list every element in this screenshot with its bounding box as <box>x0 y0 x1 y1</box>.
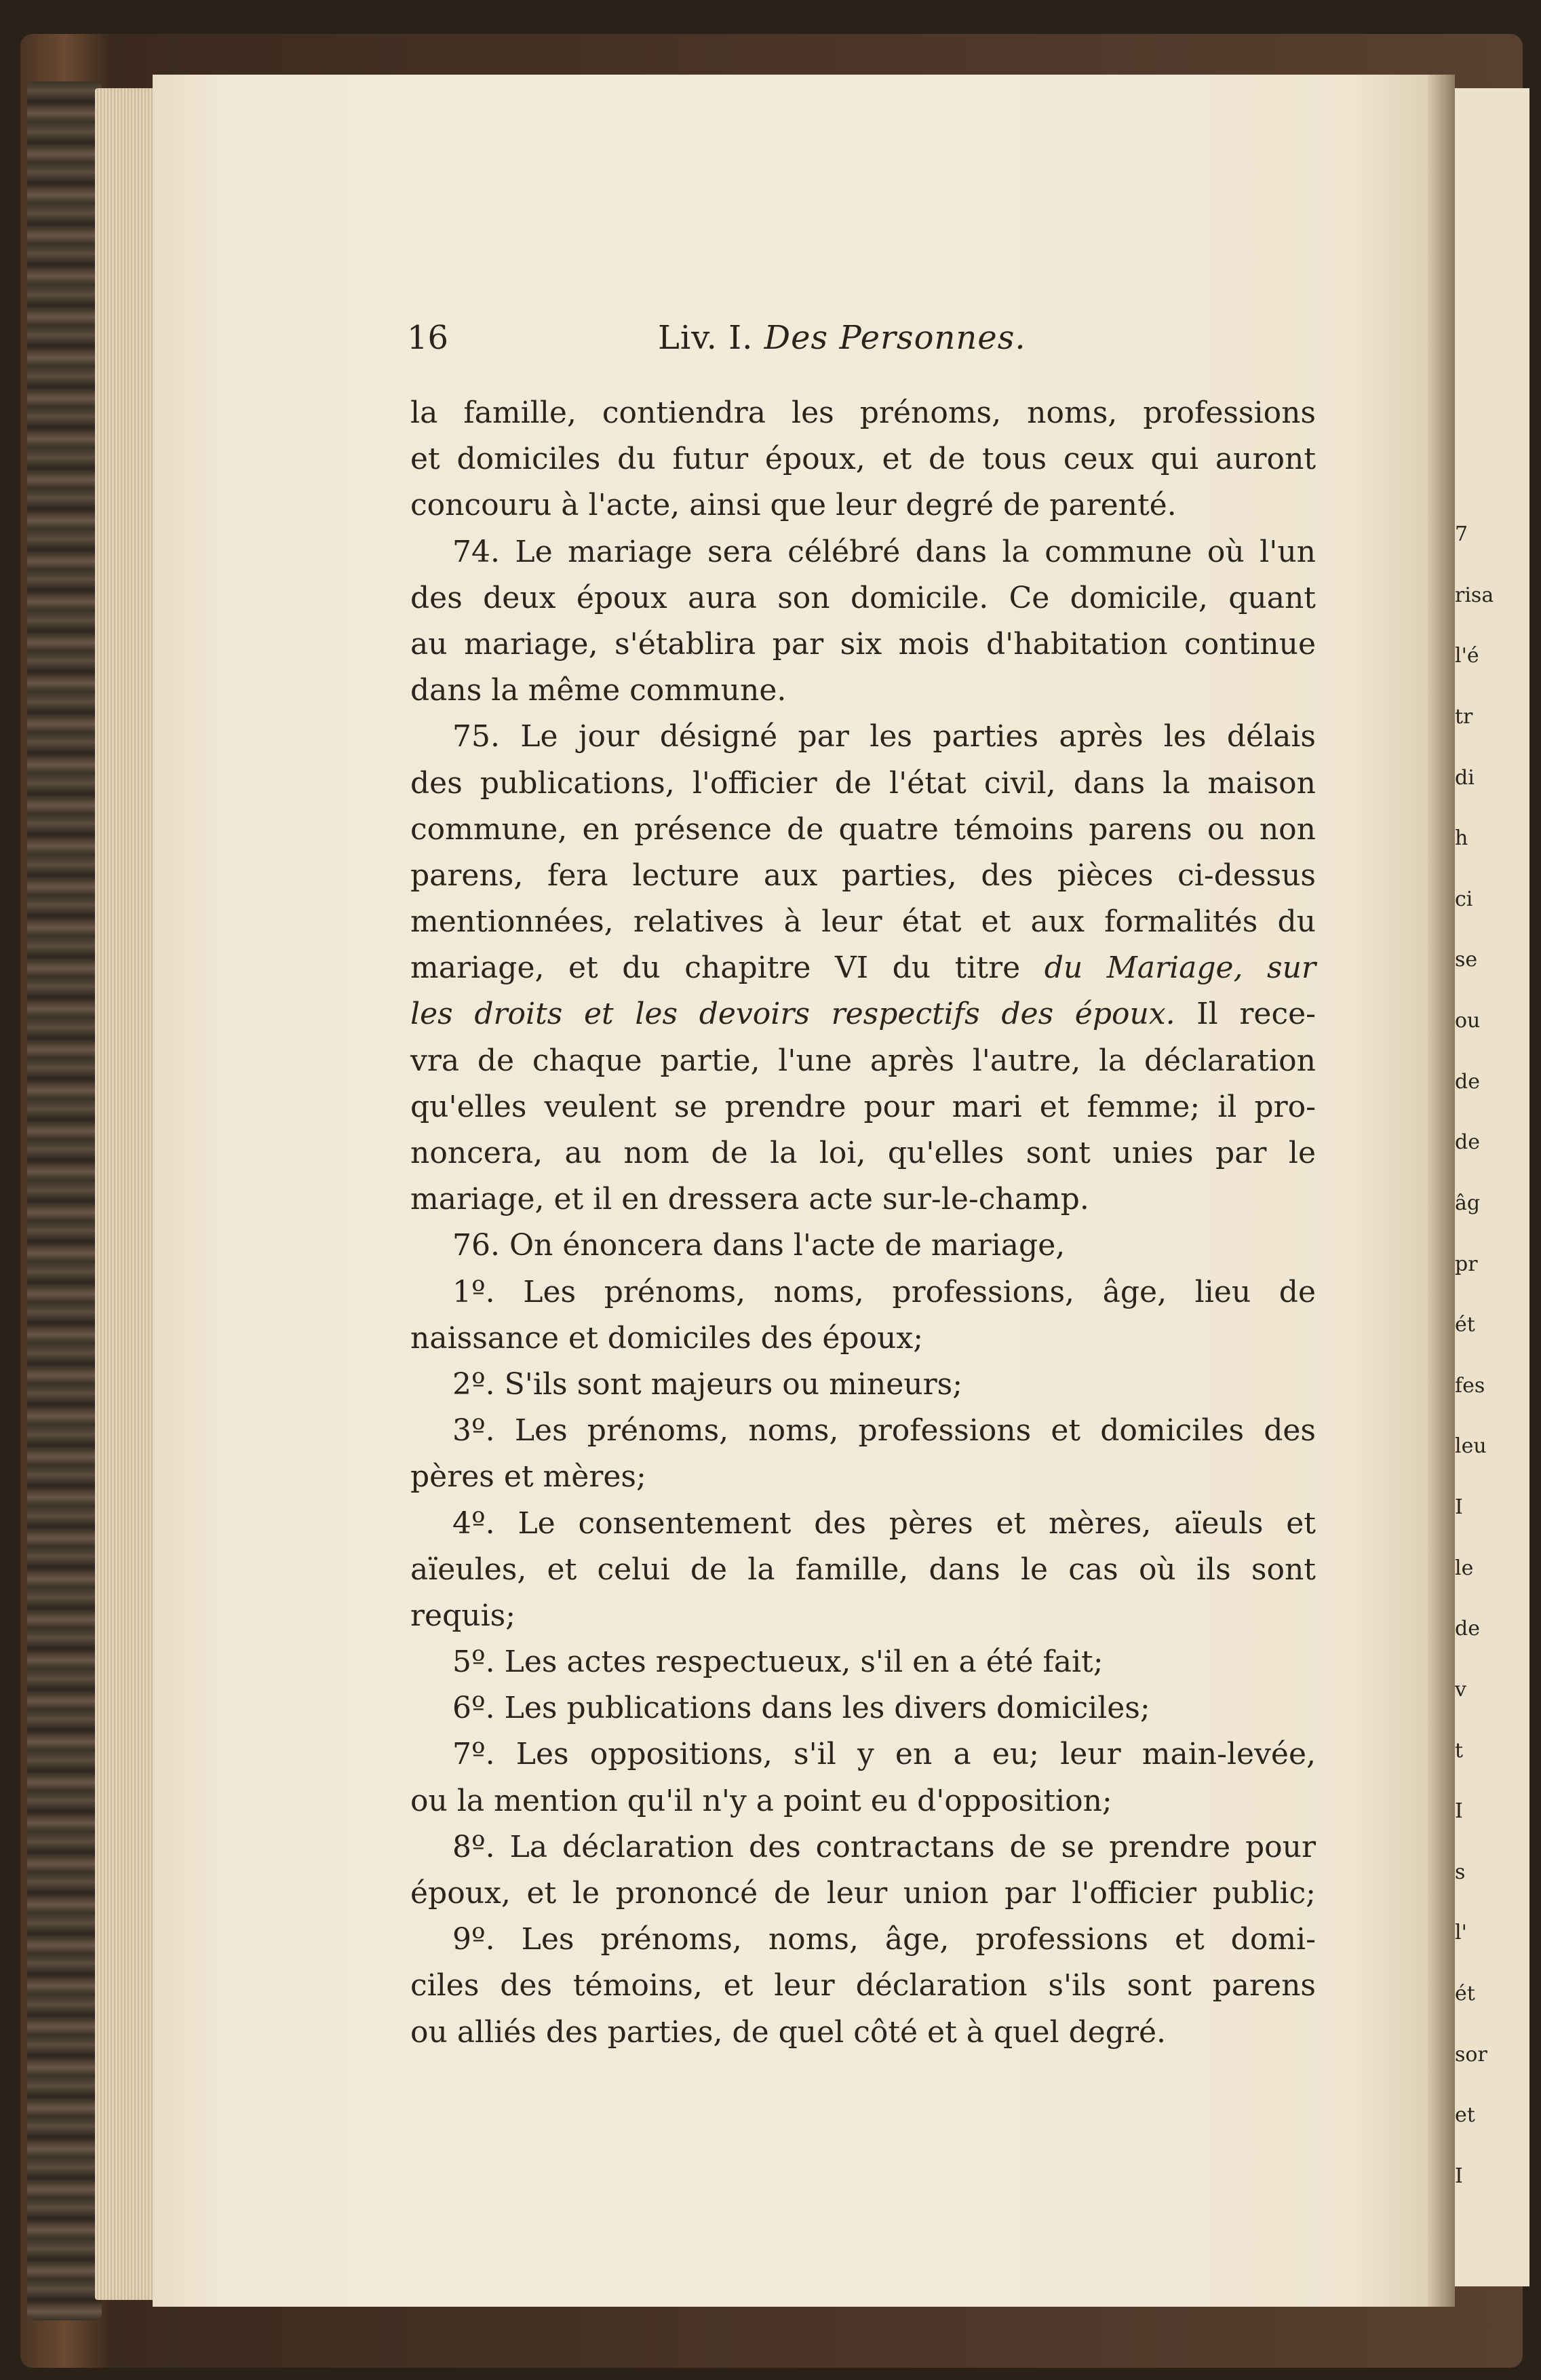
facing-page-fragment: ou <box>1455 1009 1481 1033</box>
text-segment: Il rece- <box>1175 997 1316 1032</box>
text-line: pères et mères; <box>410 1459 646 1495</box>
facing-page-fragment: I <box>1455 1495 1463 1520</box>
text-line: commune, en présence de quatre témoins parens ou non <box>410 811 1316 847</box>
text-line: et domiciles du futur époux, et de tous ceux qui auront <box>410 442 1316 477</box>
text-line <box>410 945 1316 991</box>
running-header <box>407 319 1343 373</box>
text-line: au mariage, s'établira par six mois d'habitation continue <box>410 626 1316 661</box>
facing-page-fragment: de <box>1455 1130 1480 1155</box>
text-line: qu'elles veulent se prendre pour mari et femme; il pro- <box>410 1089 1316 1124</box>
text-line: 3º. Les prénoms, noms, professions et domiciles des <box>452 1413 1316 1448</box>
text-line: dans la même commune. <box>410 673 787 708</box>
facing-page-fragment: s <box>1455 1860 1466 1884</box>
facing-page-fragment: leu <box>1455 1434 1487 1459</box>
facing-page-fragment: de <box>1455 1617 1480 1641</box>
page-gutter <box>1428 75 1455 2307</box>
facing-page-fragment: et <box>1455 2103 1475 2128</box>
text-line: aïeules, et celui de la famille, dans le cas où ils sont <box>410 1552 1316 1587</box>
facing-page-fragment: l'é <box>1455 644 1479 668</box>
text-line: parens, fera lecture aux parties, des pièces ci-dessus <box>410 858 1316 893</box>
text-line: 6º. Les publications dans les divers domiciles; <box>452 1691 1150 1726</box>
italic-segment: du Mariage, sur <box>1044 951 1316 986</box>
text-line: ou la mention qu'il n'y a point eu d'opposition; <box>410 1783 1112 1818</box>
facing-page-fragment: t <box>1455 1738 1464 1763</box>
text-line: 1º. Les prénoms, noms, professions, âge, lieu de <box>452 1274 1316 1309</box>
text-line: ou alliés des parties, de quel côté et à quel degré. <box>410 2014 1167 2050</box>
page-number: 16 <box>407 319 449 357</box>
text-line: 9º. Les prénoms, noms, âge, professions et domi- <box>452 1922 1316 1957</box>
text-segment: mariage, et du chapitre VI du titre <box>410 951 1045 986</box>
text-line: 74. Le mariage sera célébré dans la commune où l'un <box>452 534 1316 569</box>
book-number: Liv. I. <box>658 319 754 357</box>
header-title <box>658 319 1026 357</box>
body-text <box>410 390 1316 2056</box>
text-line: 2º. S'ils sont majeurs ou mineurs; <box>452 1366 963 1402</box>
facing-page-fragment: 7 <box>1455 522 1468 546</box>
text-line: des publications, l'officier de l'état civil, dans la maison <box>410 765 1316 801</box>
facing-page-edge <box>1455 88 1529 2286</box>
text-line: naissance et domiciles des époux; <box>410 1320 924 1356</box>
facing-page-fragment: ét <box>1455 1313 1475 1337</box>
facing-page-fragment: le <box>1455 1556 1474 1580</box>
text-line: requis; <box>410 1598 516 1633</box>
facing-page-fragment: se <box>1455 948 1478 972</box>
facing-page-fragment: de <box>1455 1069 1480 1094</box>
facing-page-fragment: risa <box>1455 583 1494 607</box>
text-line: 75. Le jour désigné par les parties après les délais <box>452 719 1316 754</box>
facing-page-fragment: l' <box>1455 1921 1467 1945</box>
text-line <box>410 991 1316 1037</box>
facing-page-fragment: ét <box>1455 1982 1475 2006</box>
page-edges <box>95 88 159 2300</box>
text-line: des deux époux aura son domicile. Ce domicile, quant <box>410 580 1316 615</box>
text-line: 76. On énoncera dans l'acte de mariage, <box>452 1228 1066 1263</box>
text-line: vra de chaque partie, l'une après l'autre, la déclaration <box>410 1043 1316 1078</box>
facing-page-fragment: sor <box>1455 2042 1487 2067</box>
facing-page-fragment: di <box>1455 765 1475 790</box>
facing-page-fragment: h <box>1455 826 1468 851</box>
text-line: 5º. Les actes respectueux, s'il en a été fait; <box>452 1645 1104 1680</box>
text-line: époux, et le prononcé de leur union par l'officier public; <box>410 1876 1316 1911</box>
text-line: concouru à l'acte, ainsi que leur degré de parenté. <box>410 488 1177 523</box>
text-line: noncera, au nom de la loi, qu'elles sont unies par le <box>410 1136 1316 1170</box>
facing-page-fragment: I <box>1455 1799 1463 1824</box>
text-line: mentionnées, relatives à leur état et aux formalités du <box>410 904 1316 940</box>
text-line: 8º. La déclaration des contractans de se prendre pour <box>452 1829 1316 1864</box>
section-title: Des Personnes. <box>764 319 1026 357</box>
facing-page-fragment: pr <box>1455 1252 1478 1276</box>
italic-segment: les droits et les devoirs respectifs des époux. <box>410 997 1175 1032</box>
text-line: 7º. Les oppositions, s'il y en a eu; leur main-levée, <box>452 1737 1316 1772</box>
facing-page-fragment: âg <box>1455 1191 1481 1215</box>
facing-page-fragment: tr <box>1455 704 1473 729</box>
text-line: 4º. Le consentement des pères et mères, aïeuls et <box>452 1505 1316 1541</box>
facing-page-fragment: fes <box>1455 1373 1485 1398</box>
text-line: ciles des témoins, et leur déclaration s'ils sont parens <box>410 1968 1316 2003</box>
facing-page-fragment: I <box>1455 2164 1463 2188</box>
text-line: la famille, contiendra les prénoms, noms, professions <box>410 396 1316 430</box>
text-line: mariage, et il en dressera acte sur-le-champ. <box>410 1182 1089 1217</box>
facing-page-fragment: ci <box>1455 887 1473 911</box>
book-spine <box>27 81 102 2320</box>
facing-page-fragment: v <box>1455 1677 1466 1702</box>
